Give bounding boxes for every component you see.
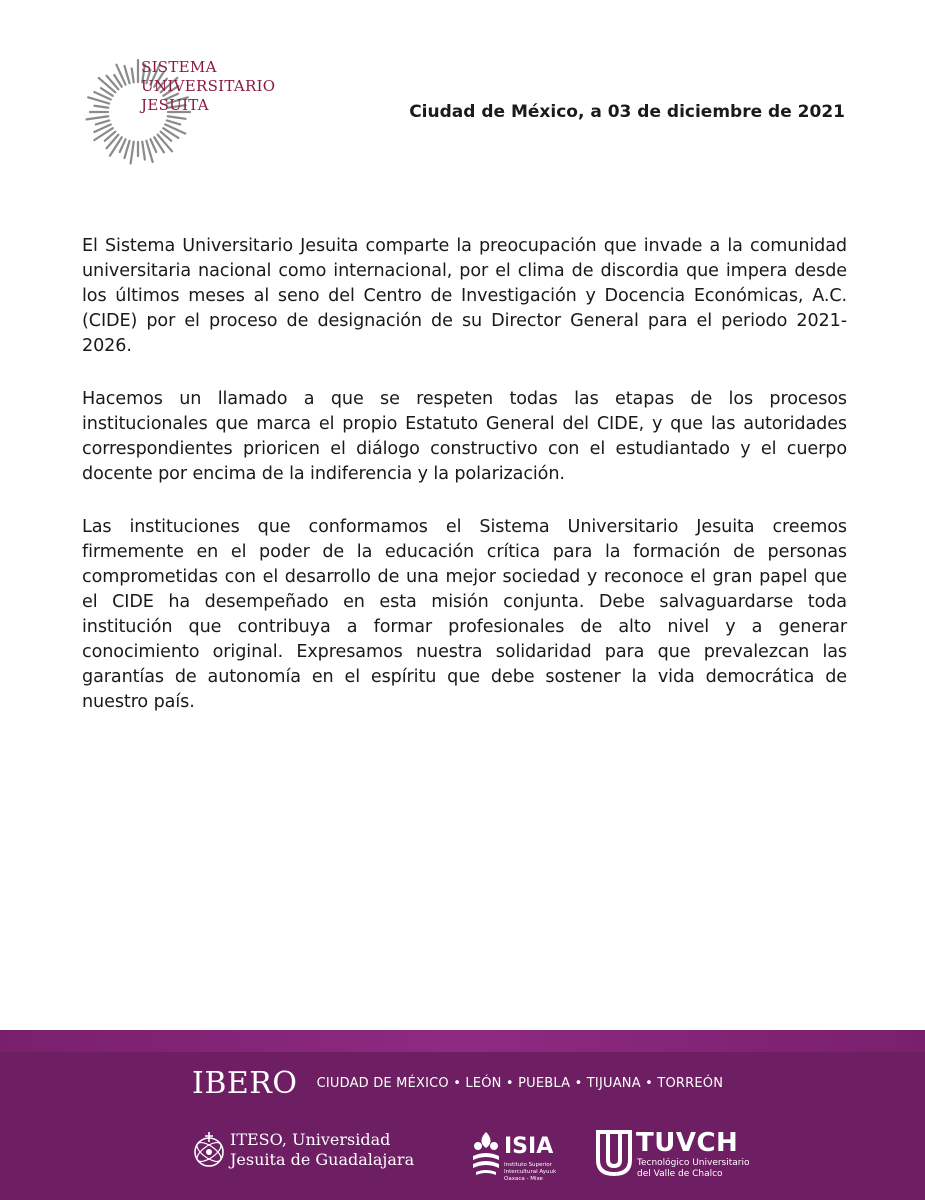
letter-date: Ciudad de México, a 03 de diciembre de 2021 (409, 102, 845, 122)
iteso-line-1: ITESO, Universidad (230, 1130, 391, 1149)
paragraph-2: Hacemos un llamado a que se respeten todas las etapas de los procesos institucionales que marca el propio Estatuto General del CIDE, y que las autoridades correspondientes prioricen el diálogo constructivo con el estudiantado y el cuerpo docente por encima de la indiferencia y la polarización. (82, 389, 847, 484)
tuvch-subtitle-line-2: del Valle de Chalco (637, 1169, 723, 1179)
iteso-name (230, 1130, 414, 1170)
logo-wordmark (141, 58, 275, 115)
isia-emblem-icon (470, 1130, 502, 1178)
iteso-logo (192, 1128, 415, 1176)
tuvch-name: TUVCH (636, 1128, 739, 1158)
isia-name: ISIA (504, 1134, 554, 1159)
paragraph-3: Las instituciones que conformamos el Sistema Universitario Jesuita creemos firmemente en el poder de la educación crítica para la formación de personas comprometidas con el desarrollo de una mejor sociedad y reconoce el gran papel que el CIDE ha desempeñado en esta misión conjunta. Debe salvaguardarse toda institución que contribuya a formar profesionales de alto nivel y a generar conocimiento original. Expresamos nuestra solidaridad para que prevalezcan las garantías de autonomía en el espíritu que debe sostener la vida democrática de nuestro país. (82, 517, 847, 712)
ibero-logo-row (192, 1066, 723, 1101)
isia-subtitle: Instituto Superior Intercultural Ayuuk Oaxaca - Mixe (504, 1162, 557, 1182)
footer-accent-band (0, 1030, 925, 1052)
iteso-emblem-icon (192, 1128, 226, 1172)
ibero-cities: CIUDAD DE MÉXICO • LEÓN • PUEBLA • TIJUANA • TORREÓN (316, 1076, 724, 1091)
logo-line-3: JESUITA (141, 96, 209, 114)
letter-body (82, 234, 847, 743)
tuvch-subtitle (637, 1158, 750, 1180)
tuvch-subtitle-line-1: Tecnológico Universitario (637, 1158, 750, 1168)
ibero-logo: IBERO (192, 1066, 298, 1101)
tuvch-emblem-icon (596, 1130, 632, 1176)
tuvch-logo (596, 1128, 750, 1180)
paragraph-1: El Sistema Universitario Jesuita comparte la preocupación que invade a la comunidad universitaria nacional como internacional, por el clima de discordia que impera desde los últimos meses al seno del Centro de Investigación y Docencia Económicas, A.C. (CIDE) por el proceso de designación de su Director General para el periodo 2021-2026. (82, 236, 847, 356)
sistema-universitario-jesuita-logo (78, 52, 278, 172)
logo-line-2: UNIVERSITARIO (141, 77, 276, 95)
isia-logo (470, 1130, 557, 1182)
iteso-line-2: Jesuita de Guadalajara (230, 1150, 415, 1169)
logo-line-1: SISTEMA (141, 58, 217, 76)
institutions-footer (0, 1030, 925, 1200)
